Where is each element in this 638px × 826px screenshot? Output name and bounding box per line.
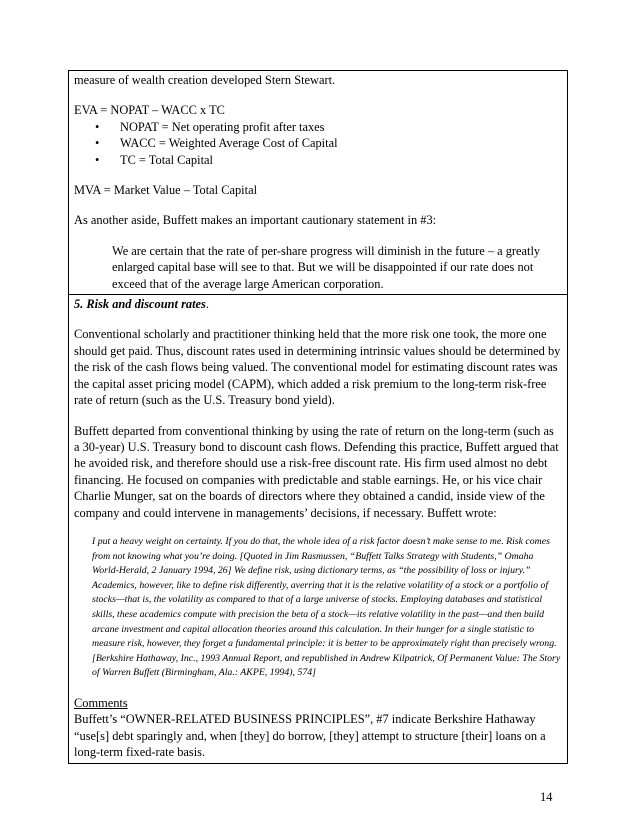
comments-label: Comments [74,695,128,710]
comments-text: Buffett’s “OWNER-RELATED BUSINESS PRINCIPLES”, #7 indicate Berkshire Hathaway “use[s] debt sparingly and, when [they] do borrow, [they] attempt to structure [their] loans on a long-term fixed-rate basis. [74,712,546,760]
section-heading-text: 5. Risk and discount rates [74,297,206,312]
page-number: 14 [540,790,553,804]
paragraph-conventional-thinking: Conventional scholarly and practitioner thinking held that the more risk one took, the more one should get paid. Thus, discount rates used in determining intrinsic values should be determined by the risk of the cash flows being valued. The conventional model for estimating discount rates was the capital asset pricing model (CAPM), which added a risk premium to the long-term risk-free rate of return (such as the U.S. Treasury bond yield). [74,327,561,408]
formula-definitions [74,119,561,168]
table-cell-eva [69,71,567,294]
intro-text: measure of wealth creation developed Stern Stewart. [74,73,336,87]
section-heading-suffix: . [205,297,209,312]
list-item: • NOPAT = Net operating profit after taxes [95,119,561,135]
aside-text: As another aside, Buffett makes an important cautionary statement in #3: [74,213,437,228]
section-heading [74,296,561,312]
table-cell-risk [69,294,567,762]
list-item: • WACC = Weighted Average Cost of Capital [95,135,561,151]
eva-formula: EVA = NOPAT – WACC x TC [74,103,225,118]
document-table [68,70,568,764]
buffett-quote-block: We are certain that the rate of per-share progress will diminish in the future – a greatly enlarged capital base will see to that. But we will be disappointed if our rate does not exceed that of the average large American corporation. [112,243,541,291]
paragraph-buffett-departure: Buffett departed from conventional thinking by using the rate of return on the long-term (such as a 30-year) U.S. Treasury bond to discount cash flows. Defending this practice, Buffett argued that he avoided risk, and therefore should use a risk-free discount rate. His firm used almost no debt financing. He focused on companies with predictable and stable earnings. He, or his vice chair Charlie Munger, sat on the boards of directors where they obtained a candid, inside view of the company and could intervene in managements’ decisions, if necessary. Buffett wrote: [74,423,559,520]
mva-formula: MVA = Market Value – Total Capital [74,183,258,198]
buffett-risk-quote: I put a heavy weight on certainty. If you do that, the whole idea of a risk factor doesn’t make sense to me. Risk comes from not knowing what you’re doing. [Quoted in Jim Rasmussen, “Buffett Talks Strategy with Students,” Omaha World-Herald, 2 January 1994, 26] We define risk, using dictionary terms, as “the possibility of loss or injury.” Academics, however, like to define risk differently, averring that it is the relative volatility of a stock or a portfolio of stocks—that is, the volatility as compared to that of a large universe of stocks. Employing databases and statistical skills, these academics compute with precision the beta of a stock—its relative volatility in the past—and then build arcane investment and capital allocation theories around this calculation. In their hunger for a single statistic to measure risk, however, they forget a fundamental principle: it is better to be approximately right than precisely wrong. [Berkshire Hathaway, Inc., 1993 Annual Report, and republished in Andrew Kilpatrick, Of Permanent Value: The Story of Warren Buffett (Birmingham, Ala.: AKPE, 1994), 574] [92,535,561,679]
list-item: • TC = Total Capital [95,152,561,168]
